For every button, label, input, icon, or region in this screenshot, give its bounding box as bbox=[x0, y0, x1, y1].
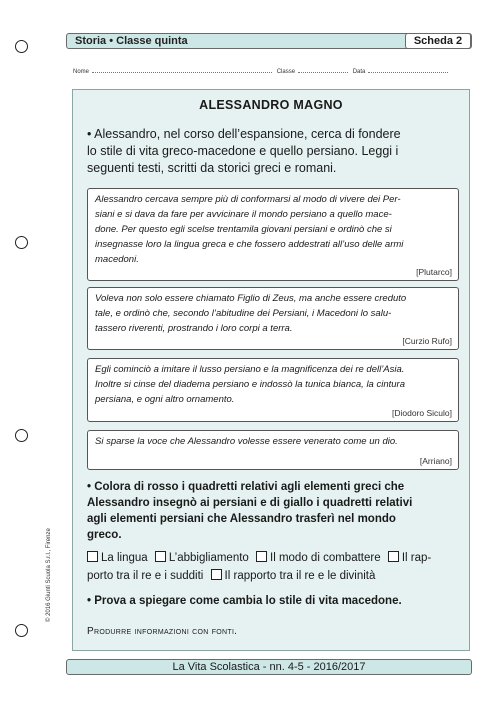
option-checkbox-lingua[interactable] bbox=[87, 551, 98, 562]
quote-line: tassero riverenti, prostrando i loro corpi a terra. bbox=[95, 323, 293, 334]
header-bar bbox=[66, 33, 472, 49]
quote-line: Si sparse la voce che Alessandro volesse essere venerato come un dio. bbox=[95, 436, 398, 447]
quote-source: [Plutarco] bbox=[416, 267, 452, 277]
option-label: Il modo di combattere bbox=[270, 552, 381, 564]
instruction-line: greco. bbox=[87, 529, 122, 541]
quote-line: insegnasse loro la lingua greca e che fossero addestrati all’uso delle armi bbox=[95, 239, 404, 250]
quote-box-plutarco bbox=[87, 188, 459, 281]
subject-label: Storia • Classe quinta bbox=[75, 35, 188, 47]
quote-box-arriano bbox=[87, 430, 459, 470]
quote-line: Egli cominciò a imitare il lusso persiano e la magnificenza dei re dell’Asia. bbox=[95, 364, 405, 375]
footer-bar: La Vita Scolastica - nn. 4-5 - 2016/2017 bbox=[66, 659, 472, 675]
quote-source: [Diodoro Siculo] bbox=[391, 408, 452, 418]
option-label: La lingua bbox=[101, 552, 148, 564]
skill-note: Produrre informazioni con fonti. bbox=[87, 626, 238, 637]
quote-source: [Curzio Rufo] bbox=[402, 336, 452, 346]
quote-text bbox=[95, 362, 452, 407]
quote-line: Inoltre si cinse del diadema persiano e indossò la tunica bianca, la cintura bbox=[95, 379, 405, 390]
instruction-line: • Colora di rosso i quadretti relativi agli elementi greci che bbox=[87, 481, 405, 493]
class-label: Classe bbox=[276, 69, 296, 75]
quote-line: tale, e ordinò che, secondo l’abitudine dei Persiani, i Macedoni lo salu- bbox=[95, 308, 392, 319]
intro-text bbox=[87, 126, 459, 177]
option-label: L’abbigliamento bbox=[168, 552, 249, 564]
option-label: porto tra il re e i sudditi bbox=[87, 570, 204, 582]
copyright-note: © 2016 Giunti Scuola S.r.l., Firenze bbox=[46, 528, 52, 622]
option-label: Il rap- bbox=[401, 552, 432, 564]
option-checkbox-abbigliamento[interactable] bbox=[155, 551, 166, 562]
page-title: ALESSANDRO MAGNO bbox=[199, 98, 343, 112]
quote-line: Alessandro cercava sempre più di conformarsi al modo di vivere dei Per- bbox=[95, 194, 401, 205]
worksheet-panel bbox=[72, 89, 470, 651]
quote-text bbox=[95, 192, 452, 267]
options-row-1 bbox=[87, 550, 467, 567]
option-checkbox-rapporto-divinita[interactable] bbox=[211, 569, 222, 580]
instruction-line: Alessandro insegnò ai persiani e di giallo i quadretti relativi bbox=[87, 497, 413, 509]
instruction-line: agli elementi persiani che Alessandro trasferì nel mondo bbox=[87, 513, 396, 525]
options-row-2 bbox=[87, 568, 467, 585]
date-field[interactable] bbox=[368, 67, 448, 73]
task-text: • Prova a spiegare come cambia lo stile di vita macedone. bbox=[87, 595, 402, 607]
name-row bbox=[73, 67, 473, 75]
quote-line: done. Per questo egli scelse trentamila giovani persiani e ordinò che si bbox=[95, 224, 392, 235]
binder-hole-2 bbox=[15, 236, 28, 249]
name-label: Nome bbox=[73, 69, 90, 75]
binder-hole-1 bbox=[15, 40, 28, 53]
sheet-label: Scheda 2 bbox=[405, 33, 471, 49]
option-checkbox-combattere[interactable] bbox=[256, 551, 267, 562]
quote-line: macedoni. bbox=[95, 254, 139, 265]
intro-line: lo stile di vita greco-macedone e quello persiano. Leggi i bbox=[87, 144, 399, 158]
quote-box-curzio-rufo bbox=[87, 287, 459, 350]
date-label: Data bbox=[352, 69, 366, 75]
instruction-text bbox=[87, 479, 459, 543]
quote-text bbox=[95, 291, 452, 336]
quote-text bbox=[95, 434, 452, 449]
option-checkbox-rapporto-sudditi[interactable] bbox=[388, 551, 399, 562]
quote-box-diodoro bbox=[87, 358, 459, 422]
option-label: Il rapporto tra il re e le divinità bbox=[224, 570, 376, 582]
class-field[interactable] bbox=[298, 67, 348, 73]
binder-hole-3 bbox=[15, 429, 28, 442]
name-field[interactable] bbox=[92, 67, 272, 73]
quote-line: Voleva non solo essere chiamato Figlio di Zeus, ma anche essere creduto bbox=[95, 293, 407, 304]
quote-source: [Arriano] bbox=[419, 456, 452, 466]
intro-line: • Alessandro, nel corso dell’espansione, cerca di fondere bbox=[87, 127, 401, 141]
quote-line: persiana, e ogni altro ornamento. bbox=[95, 394, 235, 405]
intro-line: seguenti testi, scritti da storici greci e romani. bbox=[87, 161, 337, 175]
binder-hole-4 bbox=[15, 624, 28, 637]
quote-line: siani e si dava da fare per avvicinare il mondo persiano a quello mace- bbox=[95, 209, 392, 220]
